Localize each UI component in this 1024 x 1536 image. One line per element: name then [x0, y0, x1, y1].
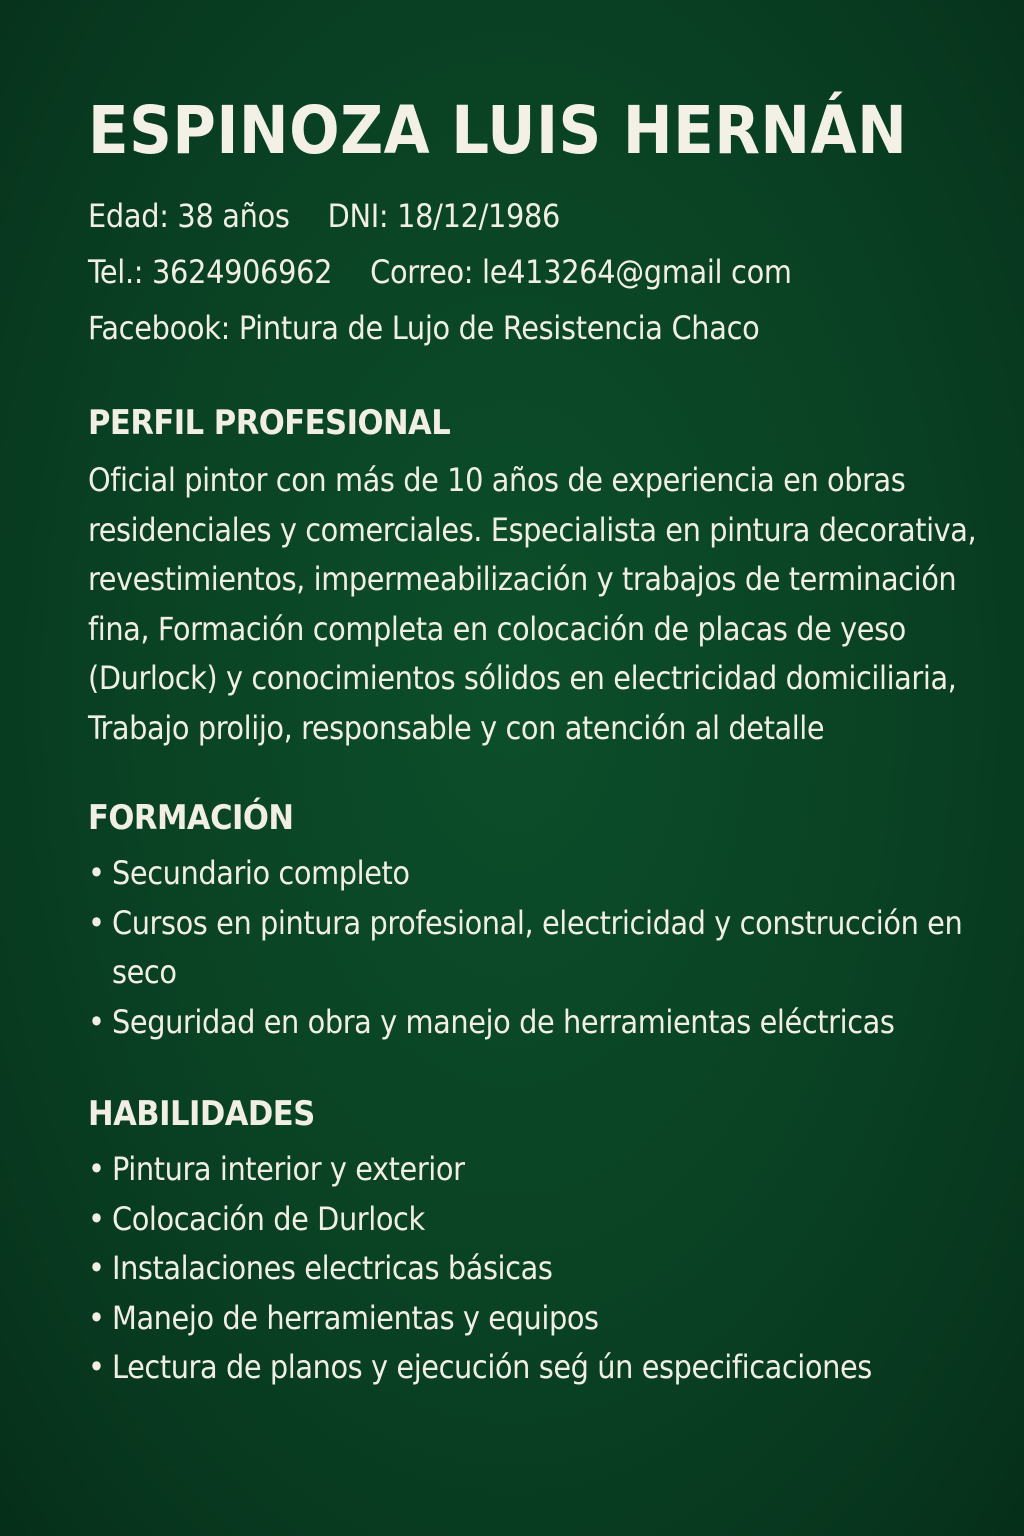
- list-item: [88, 1195, 988, 1245]
- profile-heading: PERFIL PROFESIONAL: [88, 403, 451, 443]
- email-text: Correo: le413264@gmail com: [370, 253, 792, 291]
- phone-email-line: [88, 244, 988, 300]
- age-dni-line: [88, 188, 988, 244]
- list-item: [88, 998, 988, 1048]
- bullet-icon: •: [88, 1002, 105, 1041]
- bullet-icon: •: [88, 1199, 105, 1238]
- bullet-icon: •: [88, 1298, 105, 1337]
- training-item-text: Cursos en pintura profesional, electricidad y construcción en seco: [112, 903, 963, 991]
- person-name: ESPINOZA LUIS HERNÁN: [88, 92, 908, 169]
- list-item: [88, 899, 988, 998]
- dni-text: DNI: 18/12/1986: [327, 197, 561, 235]
- training-item-text: Secundario completo: [112, 854, 410, 892]
- training-list: [88, 849, 988, 1047]
- list-item: [88, 849, 988, 899]
- training-heading: FORMACIÓN: [88, 798, 294, 838]
- skills-list: [88, 1145, 988, 1393]
- bullet-icon: •: [88, 1249, 105, 1287]
- list-item: [88, 1343, 988, 1393]
- list-item: [88, 1145, 988, 1195]
- bullet-icon: •: [88, 1348, 105, 1386]
- bullet-icon: •: [88, 1150, 105, 1188]
- facebook-line: [88, 300, 988, 356]
- skill-item-text: Colocación de Durlock: [112, 1199, 425, 1238]
- training-item-text: Seguridad en obra y manejo de herramientas eléctricas: [112, 1002, 895, 1041]
- age-text: Edad: 38 años: [88, 197, 290, 235]
- facebook-text: Facebook: Pintura de Lujo de Resistencia Chaco: [88, 309, 760, 347]
- skill-item-text: Manejo de herramientas y equipos: [112, 1298, 599, 1337]
- profile-paragraph: Oficial pintor con más de 10 años de experiencia en obras residenciales y comerciales. Especialista en pintura decorativa, revestimientos, impermeabilización y trabajos de terminación fina, Formación completa en colocación de placas de yeso (Durlock) y conocimientos sólidos en electricidad domiciliaria, Trabajo prolijo, responsable y con atención al detalle: [88, 461, 977, 747]
- contact-block: [88, 188, 988, 356]
- skill-item-text: Instalaciones electricas básicas: [112, 1249, 553, 1287]
- bullet-icon: •: [88, 854, 105, 892]
- resume-page: [88, 88, 988, 1393]
- list-item: [88, 1244, 988, 1294]
- bullet-icon: •: [88, 903, 105, 942]
- list-item: [88, 1294, 988, 1344]
- phone-text: Tel.: 3624906962: [88, 253, 333, 291]
- skill-item-text: Pintura interior y exterior: [112, 1150, 465, 1188]
- skills-heading: HABILIDADES: [88, 1094, 315, 1134]
- skill-item-text: Lectura de planos y ejecución seǵ ún especificaciones: [112, 1348, 872, 1386]
